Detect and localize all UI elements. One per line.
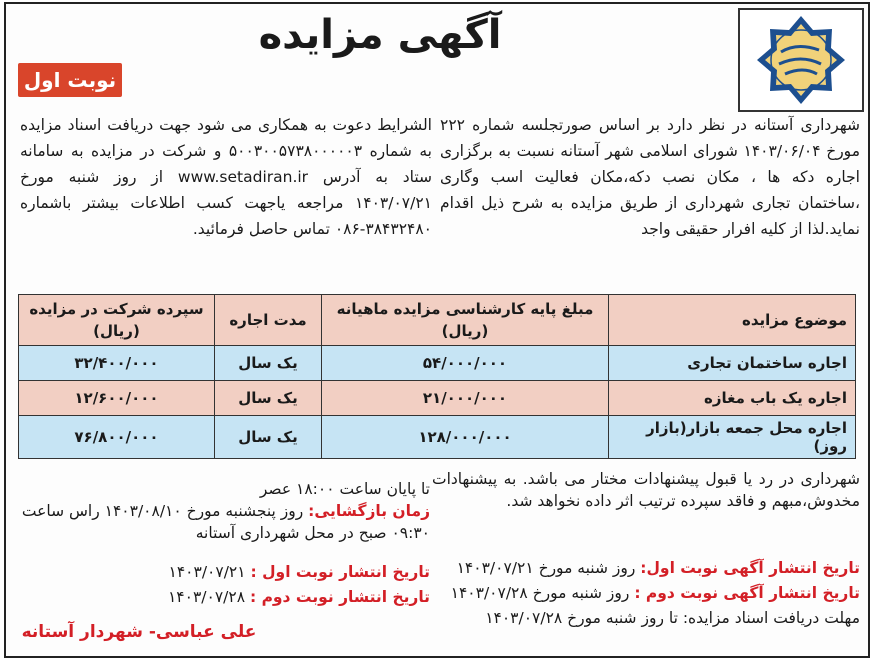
cell-subject: اجاره ساختمان تجاری <box>609 346 856 381</box>
pub2-value: روز شنبه مورخ ۱۴۰۳/۰۷/۲۸ <box>450 584 630 602</box>
header-subject: موضوع مزایده <box>609 295 856 346</box>
header-base-price: مبلغ پایه کارشناسی مزایده ماهیانه (ریال) <box>322 295 609 346</box>
table-row <box>19 381 856 416</box>
table-row <box>19 346 856 381</box>
signature: علی عباسی- شهردار آستانه <box>21 622 257 642</box>
cell-duration: یک سال <box>215 416 322 459</box>
cell-duration: یک سال <box>215 346 322 381</box>
cell-duration: یک سال <box>215 381 322 416</box>
docs-deadline: مهلت دریافت اسناد مزایده: تا روز شنبه مورخ ۱۴۰۳/۰۷/۲۸ <box>485 609 860 627</box>
schedule-block <box>18 478 430 544</box>
cell-deposit: ۱۲/۶۰۰/۰۰۰ <box>19 381 215 416</box>
pub-first-label: تاریخ انتشار نوبت اول : <box>250 563 430 581</box>
cell-deposit: ۳۲/۴۰۰/۰۰۰ <box>19 346 215 381</box>
pub1-line <box>432 556 860 581</box>
publication-dates-left <box>18 560 430 610</box>
rights-paragraph: شهرداری در رد یا قبول پیشنهادات مختار می باشد. به پیشنهادات مخدوش،مبهم و فاقد سپرده ترتیب اثر داده نخواهد شد. <box>432 470 860 510</box>
pub-second-line <box>18 585 430 610</box>
pub2-label: تاریخ انتشار آگهی نوبت دوم : <box>634 584 860 602</box>
pub2-line <box>432 581 860 606</box>
publication-dates-right <box>432 556 860 631</box>
table-row <box>19 416 856 459</box>
pub-second-label: تاریخ انتشار نوبت دوم : <box>249 588 430 606</box>
cell-base-price: ۲۱/۰۰۰/۰۰۰ <box>322 381 609 416</box>
header-deposit: سپرده شرکت در مزایده (ریال) <box>19 295 215 346</box>
pub-first-value: ۱۴۰۳/۰۷/۲۱ <box>168 563 246 581</box>
cell-deposit: ۷۶/۸۰۰/۰۰۰ <box>19 416 215 459</box>
cell-subject: اجاره یک باب مغازه <box>609 381 856 416</box>
pub1-value: روز شنبه مورخ ۱۴۰۳/۰۷/۲۱ <box>456 559 636 577</box>
intro-right-paragraph: شهرداری آستانه در نظر دارد بر اساس صورتجلسه شماره ۲۲۲ مورخ ۱۴۰۳/۰۶/۰۴ شورای اسلامی شهر آستانه نسبت به برگزاری اجاره دکه ها ، مکان نصب دکه،مکان فعالیت اسب وگاری ،ساختمان تجاری شهرداری از طریق مزایده به شرح ذیل اقدام نماید.لذا از کلیه افرار حقیقی واجد <box>440 116 860 238</box>
table-header-row <box>19 295 856 346</box>
municipality-logo <box>738 8 864 112</box>
intro-left-paragraph: الشرایط دعوت به همکاری می شود جهت دریافت اسناد مزایده به شماره ۵۰۰۳۰۰۵۷۳۸۰۰۰۰۰۳ و شرکت در مزایده به سامانه ستاد به آدرس www.setadiran.ir از روز شنبه مورخ ۱۴۰۳/۰۷/۲۱ مراجعه یاجهت کسب اطلاعات بیشتر باشماره ۳۸۴۳۲۴۸۰-۰۸۶ تماس حاصل فرمائید. <box>20 116 432 238</box>
page-title: آگهی مزایده <box>258 12 502 58</box>
cell-base-price: ۱۲۸/۰۰۰/۰۰۰ <box>322 416 609 459</box>
auction-table <box>18 294 856 459</box>
opening-label: زمان بازگشایی: <box>308 502 430 520</box>
deadline-text: تا پایان ساعت ۱۸:۰۰ عصر <box>259 480 430 498</box>
pub-second-value: ۱۴۰۳/۰۷/۲۸ <box>167 588 246 606</box>
round-badge: نوبت اول <box>18 63 122 97</box>
pub-first-line <box>18 560 430 585</box>
opening-text: روز پنجشنبه مورخ ۱۴۰۳/۰۸/۱۰ راس ساعت ۰۹:۳۰ صبح در محل شهرداری آستانه <box>21 502 430 542</box>
header-duration: مدت اجاره <box>215 295 322 346</box>
municipality-seal-icon <box>745 14 857 106</box>
pub1-label: تاریخ انتشار آگهی نوبت اول: <box>640 559 860 577</box>
cell-subject: اجاره محل جمعه بازار(بازار روز) <box>609 416 856 459</box>
cell-base-price: ۵۴/۰۰۰/۰۰۰ <box>322 346 609 381</box>
opening-line <box>18 500 430 544</box>
